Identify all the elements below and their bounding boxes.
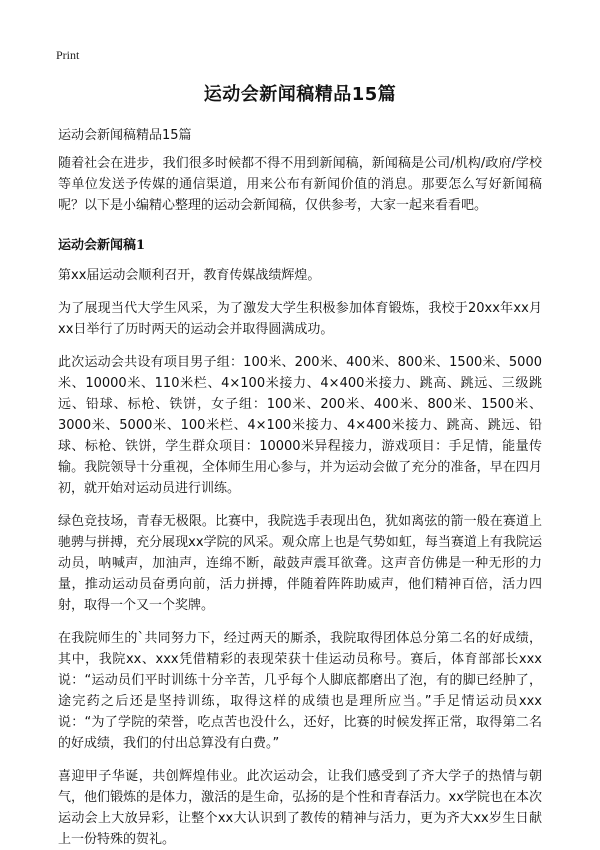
body-paragraph-1: 第xx届运动会顺利召开，教育传媒战绩辉煌。 bbox=[58, 268, 321, 283]
document-title: 运动会新闻稿精品15篇 bbox=[203, 84, 397, 105]
body-paragraph-5: 在我院师生的`共同努力下，经过两天的厮杀，我院取得团体总分第二名的好成绩，其中，我院xx、xxx凭借精彩的表现荣获十佳运动员称号。赛后，体育部部长xxx说：“运动员们平时训练十分辛苦，几乎每个人脚底都磨出了泡，有的脚已经肿了，途完药之后还是坚持训练，取得这样的成绩也是理所应当。”手足情运动员xxx说：“为了学院的荣誉，吃点苦也没什么，还好，比赛的时候发挥正常，取得第二名的好成绩，我们的付出总算没有白费。” bbox=[58, 631, 542, 751]
intro-paragraph: 随着社会在进步，我们很多时候都不得不用到新闻稿，新闻稿是公司/机构/政府/学校等单位发送予传媒的通信渠道，用来公布有新闻价值的消息。那要怎么写好新闻稿呢？以下是小编精心整理的运动会新闻稿，仅供参考，大家一起来看看吧。 bbox=[58, 156, 542, 213]
print-label: Print bbox=[56, 48, 80, 62]
document-subtitle: 运动会新闻稿精品15篇 bbox=[58, 128, 192, 143]
body-paragraph-4: 绿色竞技场，青春无极限。比赛中，我院选手表现出色，犹如离弦的箭一般在赛道上驰骋与拼搏，充分展现xx学院的风采。观众席上也是气势如虹，每当赛道上有我院运动员，呐喊声，加油声，连绵不断，敲鼓声震耳欲聋。这声音仿佛是一种无形的力量，推动运动员奋勇向前，活力拼搏，伴随着阵阵助威声，他们精神百倍，活力四射，取得一个又一个奖牌。 bbox=[58, 514, 542, 613]
section-heading: 运动会新闻稿1 bbox=[58, 238, 146, 253]
body-paragraph-2: 为了展现当代大学生风采，为了激发大学生积极参加体育锻炼，我校于20xx年xx月xx日举行了历时两天的运动会并取得圆满成功。 bbox=[58, 301, 542, 337]
body-paragraph-3: 此次运动会共设有项目男子组：100米、200米、400米、800米、1500米、5000米、10000米、110米栏、4×100米接力、4×400米接力、跳高、跳远、三级跳远、铅球、标枪、铁饼，女子组：100米、200米、400米、800米、1500米、3000米、5000米、100米栏、4×100米接力、4×400米接力、跳高、跳远、铅球、标枪、铁饼，学生群众项目：10000米异程接力，游戏项目：手足情，能量传输。我院领导十分重视，全体师生用心参与，并为运动会做了充分的准备，早在四月初，就开始对运动员进行训练。 bbox=[58, 355, 542, 496]
body-paragraph-6: 喜迎甲子华诞，共创辉煌伟业。此次运动会，让我们感受到了齐大学子的热情与朝气，他们锻炼的是体力，激活的是生命，弘扬的是个性和青春活力。xx学院也在本次运动会上大放异彩，让整个xx大认识到了教传的精神与活力，更为齐大xx岁生日献上一份特殊的贺礼。 bbox=[58, 769, 542, 847]
